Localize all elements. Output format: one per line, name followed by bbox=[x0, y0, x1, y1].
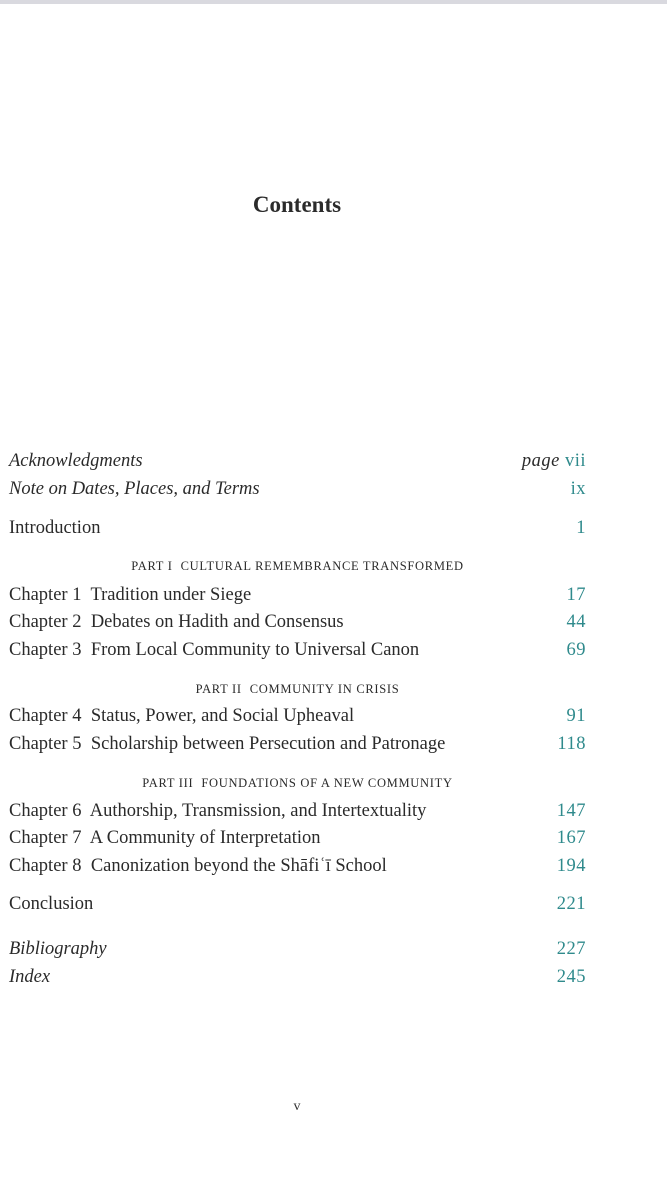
toc-entry-bibliography[interactable] bbox=[9, 936, 586, 962]
toc-entry-chapter-5[interactable] bbox=[9, 731, 586, 757]
chapter-number: 6 bbox=[72, 801, 82, 821]
toc-entry-chapter-7[interactable] bbox=[9, 825, 586, 851]
chapter-title: Canonization beyond the Shāfiʿī School bbox=[90, 856, 387, 876]
toc-entry-chapter-2[interactable] bbox=[9, 609, 586, 635]
toc-entry-chapter-1[interactable] bbox=[9, 582, 586, 608]
entry-page: ix bbox=[570, 479, 586, 499]
chapter-number: 1 bbox=[72, 585, 82, 605]
entry-page: 194 bbox=[556, 856, 586, 876]
chapter-number: 4 bbox=[72, 706, 82, 726]
part-title: COMMUNITY IN CRISIS bbox=[249, 682, 400, 696]
chapter-title: Scholarship between Persecution and Patronage bbox=[90, 734, 446, 754]
chapter-prefix: Chapter bbox=[9, 801, 68, 821]
entry-label: Bibliography bbox=[9, 939, 107, 959]
entry-label bbox=[9, 703, 354, 729]
entry-page: 17 bbox=[566, 585, 586, 605]
part-number: PART III bbox=[142, 776, 194, 790]
entry-label: Introduction bbox=[9, 518, 101, 538]
chapter-number: 8 bbox=[72, 856, 82, 876]
entry-label bbox=[9, 731, 445, 757]
chapter-number: 2 bbox=[72, 612, 82, 632]
chapter-title: Status, Power, and Social Upheaval bbox=[90, 706, 355, 726]
part-heading-3 bbox=[9, 776, 586, 791]
chapter-title: Authorship, Transmission, and Intertextuality bbox=[89, 801, 427, 821]
chapter-title: Tradition under Siege bbox=[90, 585, 252, 605]
part-heading-2 bbox=[9, 682, 586, 697]
toc-entry-chapter-6[interactable] bbox=[9, 798, 586, 824]
entry-page: 245 bbox=[556, 967, 586, 987]
entry-label: Acknowledgments bbox=[9, 451, 143, 471]
toc-entry-chapter-3[interactable] bbox=[9, 637, 586, 663]
chapter-number: 5 bbox=[72, 734, 82, 754]
entry-page: 91 bbox=[566, 706, 586, 726]
toc-entry-note-on-dates[interactable] bbox=[9, 476, 586, 502]
chapter-prefix: Chapter bbox=[9, 640, 68, 660]
page-number: vii bbox=[564, 451, 586, 471]
entry-page: 118 bbox=[557, 734, 586, 754]
entry-page: 227 bbox=[556, 939, 586, 959]
chapter-title: From Local Community to Universal Canon bbox=[90, 640, 420, 660]
toc-entry-introduction[interactable] bbox=[9, 515, 586, 541]
page-prefix: page bbox=[521, 451, 560, 471]
chapter-title: A Community of Interpretation bbox=[89, 828, 321, 848]
entry-page: 69 bbox=[566, 640, 586, 660]
part-heading-1 bbox=[9, 559, 586, 574]
chapter-number: 7 bbox=[72, 828, 82, 848]
top-edge-bar bbox=[0, 0, 667, 4]
entry-label: Index bbox=[9, 967, 51, 987]
entry-label bbox=[9, 609, 344, 635]
part-number: PART II bbox=[195, 682, 242, 696]
part-title: CULTURAL REMEMBRANCE TRANSFORMED bbox=[180, 559, 464, 573]
chapter-prefix: Chapter bbox=[9, 828, 68, 848]
chapter-prefix: Chapter bbox=[9, 612, 68, 632]
page-title: Contents bbox=[252, 192, 342, 217]
entry-label bbox=[9, 637, 419, 663]
entry-label bbox=[9, 798, 426, 824]
entry-page: 44 bbox=[566, 612, 586, 632]
entry-label: Conclusion bbox=[9, 894, 94, 914]
entry-page: 167 bbox=[556, 828, 586, 848]
chapter-prefix: Chapter bbox=[9, 585, 68, 605]
toc-entry-index[interactable] bbox=[9, 964, 586, 990]
entry-label: Note on Dates, Places, and Terms bbox=[9, 479, 260, 499]
toc-entry-chapter-4[interactable] bbox=[9, 703, 586, 729]
chapter-prefix: Chapter bbox=[9, 734, 68, 754]
entry-label bbox=[9, 582, 251, 608]
part-number: PART I bbox=[131, 559, 173, 573]
chapter-title: Debates on Hadith and Consensus bbox=[90, 612, 344, 632]
entry-page bbox=[522, 448, 586, 474]
entry-label bbox=[9, 825, 321, 851]
toc-entry-chapter-8[interactable] bbox=[9, 853, 586, 879]
entry-page: 221 bbox=[556, 894, 586, 914]
chapter-number: 3 bbox=[72, 640, 82, 660]
toc-entry-acknowledgments[interactable] bbox=[9, 448, 586, 474]
chapter-prefix: Chapter bbox=[9, 856, 68, 876]
entry-page: 1 bbox=[576, 518, 586, 538]
toc-entry-conclusion[interactable] bbox=[9, 891, 586, 917]
entry-label bbox=[9, 853, 387, 879]
chapter-prefix: Chapter bbox=[9, 706, 68, 726]
part-title: FOUNDATIONS OF A NEW COMMUNITY bbox=[201, 776, 453, 790]
entry-page: 147 bbox=[556, 801, 586, 821]
page-folio: v bbox=[293, 1099, 301, 1114]
